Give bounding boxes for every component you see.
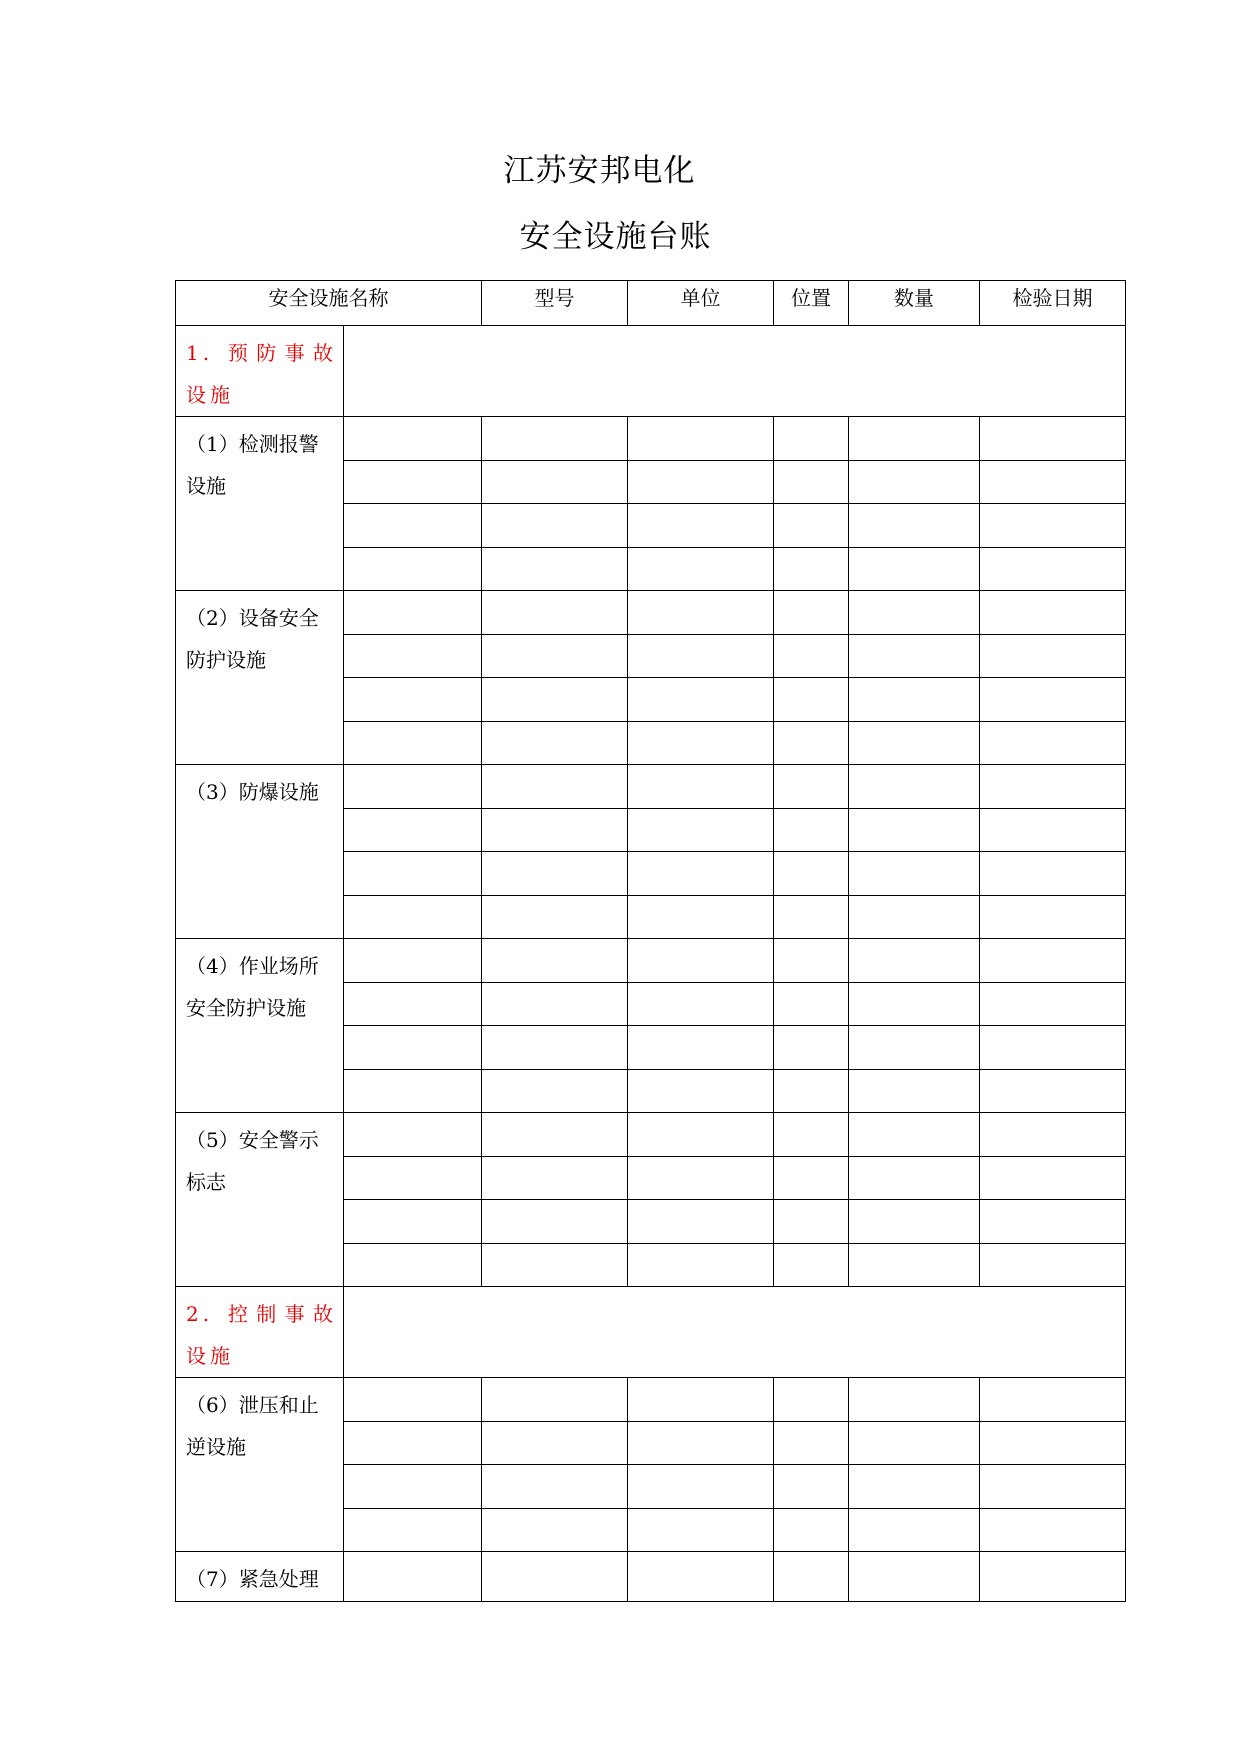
quantity-cell[interactable] [849,547,980,591]
location-cell[interactable] [774,1552,849,1602]
location-cell[interactable] [774,417,849,461]
model-cell[interactable] [482,1156,628,1200]
header-facility-name: 安全设施名称 [176,281,482,326]
model-cell[interactable] [482,721,628,765]
quantity-cell[interactable] [849,982,980,1026]
item-name-cell[interactable] [344,1378,482,1422]
unit-cell[interactable] [628,504,774,548]
item-name-cell[interactable] [344,939,482,983]
table-row [176,417,1126,461]
model-cell[interactable] [482,1113,628,1157]
safety-facility-ledger-table [175,280,1126,1602]
location-cell[interactable] [774,547,849,591]
quantity-cell[interactable] [849,1156,980,1200]
table-row [176,1552,1126,1602]
inspection-date-cell[interactable] [980,808,1126,852]
quantity-cell[interactable] [849,1465,980,1509]
model-cell[interactable] [482,1552,628,1602]
model-cell[interactable] [482,939,628,983]
quantity-cell[interactable] [849,721,980,765]
inspection-date-cell[interactable] [980,1243,1126,1287]
inspection-date-cell[interactable] [980,1113,1126,1157]
model-cell[interactable] [482,678,628,722]
item-name-cell[interactable] [344,504,482,548]
item-name-cell[interactable] [344,1069,482,1113]
unit-cell[interactable] [628,939,774,983]
inspection-date-cell[interactable] [980,1200,1126,1244]
category-blank-cell[interactable] [344,1287,1126,1378]
quantity-cell[interactable] [849,1243,980,1287]
unit-cell[interactable] [628,1113,774,1157]
unit-cell[interactable] [628,678,774,722]
item-name-cell[interactable] [344,1026,482,1070]
location-cell[interactable] [774,504,849,548]
location-cell[interactable] [774,1421,849,1465]
unit-cell[interactable] [628,852,774,896]
inspection-date-cell[interactable] [980,591,1126,635]
quantity-cell[interactable] [849,634,980,678]
item-name-cell[interactable] [344,1465,482,1509]
subcategory-label: （2）设备安全防护设施 [176,591,344,765]
item-name-cell[interactable] [344,1113,482,1157]
item-name-cell[interactable] [344,721,482,765]
item-name-cell[interactable] [344,678,482,722]
location-cell[interactable] [774,1465,849,1509]
quantity-cell[interactable] [849,939,980,983]
item-name-cell[interactable] [344,1200,482,1244]
subcategory-label: （6）泄压和止逆设施 [176,1378,344,1552]
item-name-cell[interactable] [344,1552,482,1602]
unit-cell[interactable] [628,765,774,809]
item-name-cell[interactable] [344,591,482,635]
quantity-cell[interactable] [849,504,980,548]
inspection-date-cell[interactable] [980,1552,1126,1602]
table-row [176,1378,1126,1422]
location-cell[interactable] [774,1243,849,1287]
unit-cell[interactable] [628,460,774,504]
item-name-cell[interactable] [344,982,482,1026]
quantity-cell[interactable] [849,678,980,722]
item-name-cell[interactable] [344,895,482,939]
model-cell[interactable] [482,765,628,809]
item-name-cell[interactable] [344,547,482,591]
unit-cell[interactable] [628,1243,774,1287]
item-name-cell[interactable] [344,417,482,461]
quantity-cell[interactable] [849,591,980,635]
model-cell[interactable] [482,852,628,896]
location-cell[interactable] [774,1156,849,1200]
inspection-date-cell[interactable] [980,1026,1126,1070]
inspection-date-cell[interactable] [980,1465,1126,1509]
quantity-cell[interactable] [849,895,980,939]
unit-cell[interactable] [628,1026,774,1070]
quantity-cell[interactable] [849,1508,980,1552]
header-model: 型号 [482,281,628,326]
item-name-cell[interactable] [344,852,482,896]
unit-cell[interactable] [628,808,774,852]
location-cell[interactable] [774,895,849,939]
category-blank-cell[interactable] [344,326,1126,417]
model-cell[interactable] [482,1378,628,1422]
inspection-date-cell[interactable] [980,547,1126,591]
company-name: 江苏安邦电化 [503,153,696,189]
unit-cell[interactable] [628,982,774,1026]
unit-cell[interactable] [628,1508,774,1552]
inspection-date-cell[interactable] [980,765,1126,809]
quantity-cell[interactable] [849,1069,980,1113]
unit-cell[interactable] [628,1421,774,1465]
quantity-cell[interactable] [849,1200,980,1244]
header-unit: 单位 [628,281,774,326]
model-cell[interactable] [482,808,628,852]
inspection-date-cell[interactable] [980,678,1126,722]
unit-cell[interactable] [628,1156,774,1200]
location-cell[interactable] [774,721,849,765]
model-cell[interactable] [482,591,628,635]
unit-cell[interactable] [628,1465,774,1509]
inspection-date-cell[interactable] [980,1378,1126,1422]
unit-cell[interactable] [628,1069,774,1113]
inspection-date-cell[interactable] [980,939,1126,983]
model-cell[interactable] [482,547,628,591]
subcategory-label: （1）检测报警设施 [176,417,344,591]
quantity-cell[interactable] [849,1378,980,1422]
model-cell[interactable] [482,504,628,548]
table-header-row [176,281,1126,326]
model-cell[interactable] [482,1465,628,1509]
location-cell[interactable] [774,1113,849,1157]
item-name-cell[interactable] [344,1156,482,1200]
model-cell[interactable] [482,982,628,1026]
quantity-cell[interactable] [849,460,980,504]
model-cell[interactable] [482,1243,628,1287]
location-cell[interactable] [774,634,849,678]
unit-cell[interactable] [628,634,774,678]
model-cell[interactable] [482,895,628,939]
model-cell[interactable] [482,1026,628,1070]
model-cell[interactable] [482,460,628,504]
item-name-cell[interactable] [344,460,482,504]
inspection-date-cell[interactable] [980,721,1126,765]
category-row [176,1287,1126,1378]
location-cell[interactable] [774,982,849,1026]
inspection-date-cell[interactable] [980,1069,1126,1113]
quantity-cell[interactable] [849,1552,980,1602]
category-label: 1. 预防事故设施 [176,326,344,417]
item-name-cell[interactable] [344,634,482,678]
table-body [176,326,1126,1602]
item-name-cell[interactable] [344,1421,482,1465]
item-name-cell[interactable] [344,1508,482,1552]
unit-cell[interactable] [628,1378,774,1422]
inspection-date-cell[interactable] [980,504,1126,548]
location-cell[interactable] [774,460,849,504]
quantity-cell[interactable] [849,1113,980,1157]
quantity-cell[interactable] [849,852,980,896]
model-cell[interactable] [482,417,628,461]
location-cell[interactable] [774,1026,849,1070]
table-row [176,939,1126,983]
unit-cell[interactable] [628,1200,774,1244]
subcategory-label: （7）紧急处理 [176,1552,344,1602]
model-cell[interactable] [482,1069,628,1113]
inspection-date-cell[interactable] [980,417,1126,461]
subcategory-label: （4）作业场所安全防护设施 [176,939,344,1113]
location-cell[interactable] [774,765,849,809]
model-cell[interactable] [482,1200,628,1244]
quantity-cell[interactable] [849,765,980,809]
model-cell[interactable] [482,1508,628,1552]
unit-cell[interactable] [628,895,774,939]
inspection-date-cell[interactable] [980,1156,1126,1200]
location-cell[interactable] [774,808,849,852]
quantity-cell[interactable] [849,808,980,852]
quantity-cell[interactable] [849,417,980,461]
inspection-date-cell[interactable] [980,634,1126,678]
item-name-cell[interactable] [344,1243,482,1287]
inspection-date-cell[interactable] [980,852,1126,896]
unit-cell[interactable] [628,547,774,591]
location-cell[interactable] [774,591,849,635]
subcategory-label: （3）防爆设施 [176,765,344,939]
unit-cell[interactable] [628,1552,774,1602]
location-cell[interactable] [774,1508,849,1552]
header-location: 位置 [774,281,849,326]
table-row [176,765,1126,809]
inspection-date-cell[interactable] [980,982,1126,1026]
inspection-date-cell[interactable] [980,1421,1126,1465]
model-cell[interactable] [482,634,628,678]
location-cell[interactable] [774,939,849,983]
unit-cell[interactable] [628,591,774,635]
location-cell[interactable] [774,1378,849,1422]
subcategory-label: （5）安全警示标志 [176,1113,344,1287]
unit-cell[interactable] [628,417,774,461]
header-inspection-date: 检验日期 [980,281,1126,326]
location-cell[interactable] [774,678,849,722]
table-row [176,591,1126,635]
item-name-cell[interactable] [344,765,482,809]
category-row [176,326,1126,417]
inspection-date-cell[interactable] [980,895,1126,939]
location-cell[interactable] [774,1200,849,1244]
inspection-date-cell[interactable] [980,460,1126,504]
inspection-date-cell[interactable] [980,1508,1126,1552]
location-cell[interactable] [774,852,849,896]
item-name-cell[interactable] [344,808,482,852]
category-label: 2. 控制事故设施 [176,1287,344,1378]
quantity-cell[interactable] [849,1026,980,1070]
header-quantity: 数量 [849,281,980,326]
document-title: 安全设施台账 [519,219,712,255]
quantity-cell[interactable] [849,1421,980,1465]
location-cell[interactable] [774,1069,849,1113]
table-row [176,1113,1126,1157]
unit-cell[interactable] [628,721,774,765]
model-cell[interactable] [482,1421,628,1465]
